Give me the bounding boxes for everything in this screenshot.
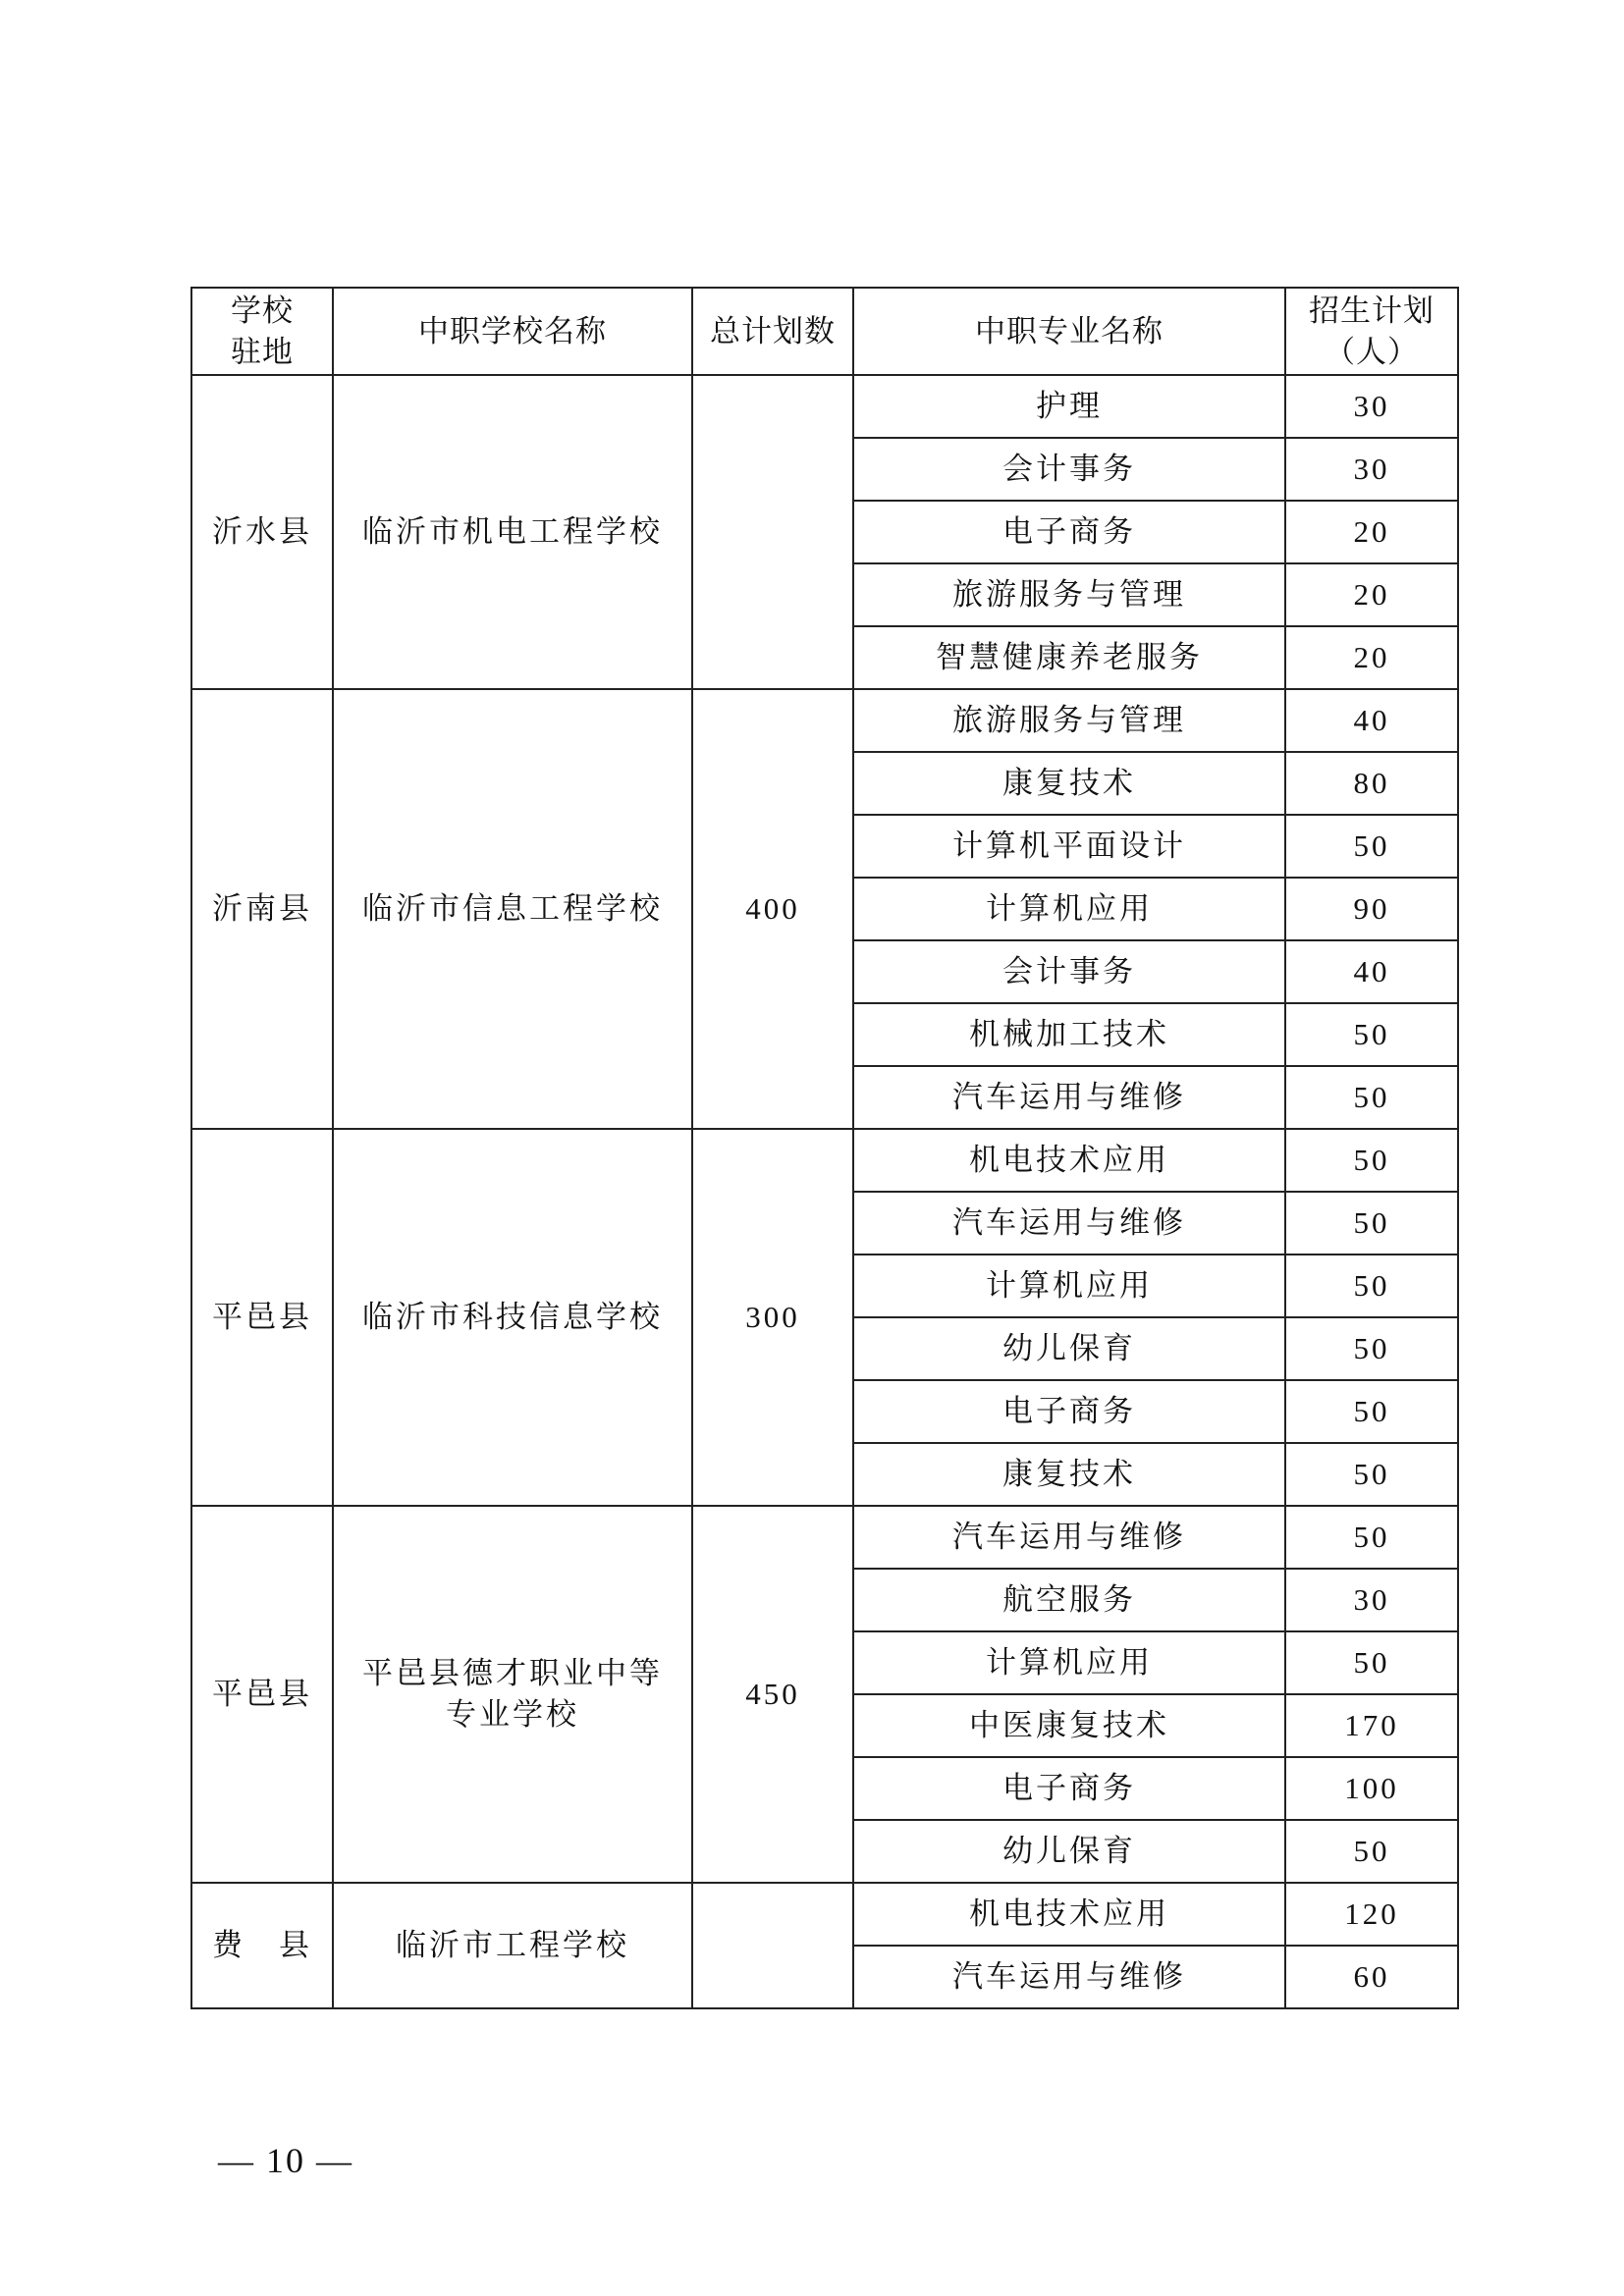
major-name: 计算机应用: [853, 878, 1285, 940]
enrollment-plan-table: [190, 287, 1459, 2009]
school-location: 平邑县: [191, 1129, 333, 1506]
school-name: 平邑县德才职业中等专业学校: [333, 1506, 692, 1883]
major-name: 汽车运用与维修: [853, 1192, 1285, 1255]
major-name: 康复技术: [853, 1443, 1285, 1506]
major-name: 旅游服务与管理: [853, 689, 1285, 752]
major-name: 机电技术应用: [853, 1129, 1285, 1192]
major-enrollment-plan: 40: [1285, 689, 1458, 752]
major-enrollment-plan: 50: [1285, 1631, 1458, 1694]
major-name: 电子商务: [853, 1757, 1285, 1820]
school-name: 临沂市机电工程学校: [333, 375, 692, 689]
header-school-name: 中职学校名称: [333, 288, 692, 375]
major-enrollment-plan: 60: [1285, 1946, 1458, 2008]
major-enrollment-plan: 90: [1285, 878, 1458, 940]
major-enrollment-plan: 120: [1285, 1883, 1458, 1946]
school-name: 临沂市工程学校: [333, 1883, 692, 2008]
major-name: 计算机应用: [853, 1631, 1285, 1694]
school-location: 沂水县: [191, 375, 333, 689]
major-name: 航空服务: [853, 1569, 1285, 1631]
major-enrollment-plan: 50: [1285, 1443, 1458, 1506]
major-name: 幼儿保育: [853, 1820, 1285, 1883]
major-enrollment-plan: 20: [1285, 626, 1458, 689]
major-name: 机电技术应用: [853, 1883, 1285, 1946]
school-name: 临沂市信息工程学校: [333, 689, 692, 1129]
major-enrollment-plan: 50: [1285, 1317, 1458, 1380]
school-location: 沂南县: [191, 689, 333, 1129]
major-enrollment-plan: 50: [1285, 1003, 1458, 1066]
major-name: 电子商务: [853, 501, 1285, 563]
major-name: 护理: [853, 375, 1285, 438]
major-name: 幼儿保育: [853, 1317, 1285, 1380]
table-row: [191, 689, 1458, 752]
major-name: 计算机平面设计: [853, 815, 1285, 878]
major-enrollment-plan: 100: [1285, 1757, 1458, 1820]
major-name: 机械加工技术: [853, 1003, 1285, 1066]
major-enrollment-plan: 40: [1285, 940, 1458, 1003]
table-row: [191, 1129, 1458, 1192]
school-total-plan: 450: [692, 1506, 853, 1883]
header-major-name: 中职专业名称: [853, 288, 1285, 375]
page-number: — 10 —: [218, 2141, 353, 2180]
major-enrollment-plan: 50: [1285, 1066, 1458, 1129]
major-enrollment-plan: 30: [1285, 375, 1458, 438]
major-name: 旅游服务与管理: [853, 563, 1285, 626]
table-row: [191, 1506, 1458, 1569]
table-row: [191, 375, 1458, 438]
major-enrollment-plan: 170: [1285, 1694, 1458, 1757]
school-name: 临沂市科技信息学校: [333, 1129, 692, 1506]
major-name: 电子商务: [853, 1380, 1285, 1443]
header-enrollment-plan: 招生计划 （人）: [1285, 288, 1458, 375]
major-enrollment-plan: 80: [1285, 752, 1458, 815]
header-location: 学校 驻地: [191, 288, 333, 375]
major-name: 汽车运用与维修: [853, 1506, 1285, 1569]
major-name: 汽车运用与维修: [853, 1946, 1285, 2008]
table-header-row: [191, 288, 1458, 375]
table-body: [191, 375, 1458, 2008]
school-total-plan: [692, 375, 853, 689]
major-name: 中医康复技术: [853, 1694, 1285, 1757]
major-enrollment-plan: 50: [1285, 1820, 1458, 1883]
major-enrollment-plan: 20: [1285, 563, 1458, 626]
school-total-plan: 400: [692, 689, 853, 1129]
major-name: 会计事务: [853, 438, 1285, 501]
school-location: 平邑县: [191, 1506, 333, 1883]
major-enrollment-plan: 50: [1285, 1192, 1458, 1255]
table-row: [191, 1883, 1458, 1946]
major-name: 康复技术: [853, 752, 1285, 815]
major-enrollment-plan: 50: [1285, 1129, 1458, 1192]
major-enrollment-plan: 50: [1285, 1506, 1458, 1569]
major-name: 汽车运用与维修: [853, 1066, 1285, 1129]
major-name: 会计事务: [853, 940, 1285, 1003]
school-total-plan: [692, 1883, 853, 2008]
school-total-plan: 300: [692, 1129, 853, 1506]
school-location: 费 县: [191, 1883, 333, 2008]
major-enrollment-plan: 50: [1285, 1380, 1458, 1443]
major-enrollment-plan: 50: [1285, 815, 1458, 878]
major-enrollment-plan: 30: [1285, 1569, 1458, 1631]
major-name: 智慧健康养老服务: [853, 626, 1285, 689]
header-total-plan: 总计划数: [692, 288, 853, 375]
major-enrollment-plan: 50: [1285, 1255, 1458, 1317]
major-name: 计算机应用: [853, 1255, 1285, 1317]
major-enrollment-plan: 20: [1285, 501, 1458, 563]
major-enrollment-plan: 30: [1285, 438, 1458, 501]
